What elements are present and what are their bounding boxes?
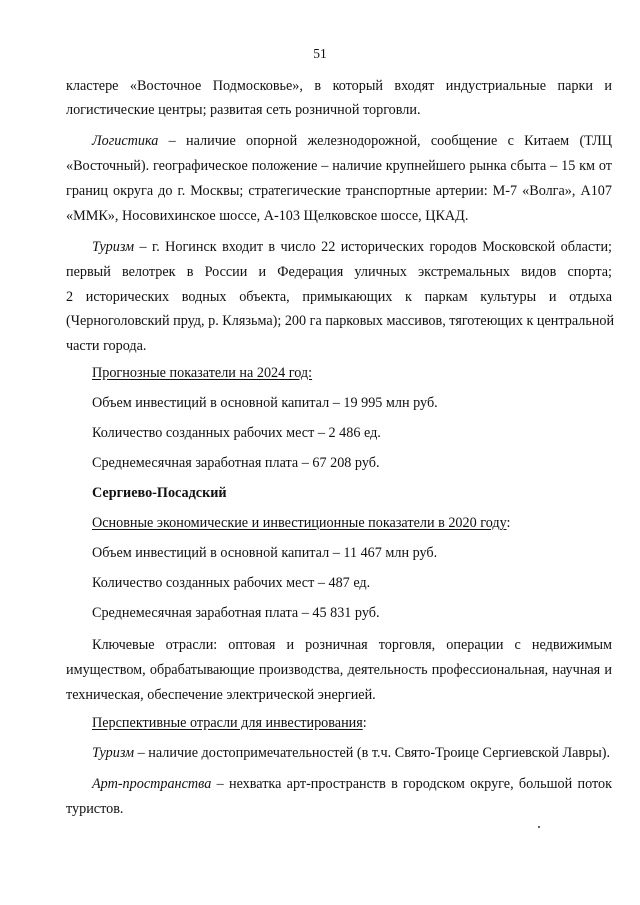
section-heading: Перспективные отрасли для инвестирования:: [92, 715, 367, 731]
paragraph-line: Количество созданных рабочих мест – 487 ед.: [92, 575, 371, 591]
paragraph-line: Логистика – наличие опорной железнодорожной, сообщение с Китаем (ТЛЦ: [92, 133, 612, 149]
paragraph-line: кластере «Восточное Подмосковье», в который входят индустриальные парки и: [66, 78, 612, 94]
paragraph-line: имуществом, обрабатывающие производства, деятельность профессиональная, научная и: [66, 662, 612, 678]
paragraph-line: Арт-пространства – нехватка арт-пространств в городском округе, большой поток: [92, 776, 612, 792]
paragraph-line: Среднемесячная заработная плата – 67 208 руб.: [92, 455, 380, 471]
term-tourism: Туризм: [92, 745, 135, 761]
page-number: 51: [313, 46, 327, 61]
paragraph-line: Туризм – г. Ногинск входит в число 22 исторических городов Московской области;: [92, 239, 613, 255]
paragraph-line: границ округа до г. Москвы; стратегические транспортные артерии: М-7 «Волга», А107: [66, 183, 612, 199]
section-heading: Основные экономические и инвестиционные показатели в 2020 году:: [92, 515, 511, 531]
section-heading: Прогнозные показатели на 2024 год:: [92, 365, 313, 381]
paragraph-line: Ключевые отрасли: оптовая и розничная торговля, операции с недвижимым: [92, 637, 612, 653]
paragraph-line: Объем инвестиций в основной капитал – 11 467 млн руб.: [92, 545, 438, 561]
paragraph-line: (Черноголовский пруд, р. Клязьма); 200 га парковых массивов, тяготеющих к центральной: [66, 313, 615, 329]
paragraph-line: первый велотрек в России и Федерация уличных экстремальных видов спорта;: [66, 264, 612, 280]
term-tourism: Туризм: [92, 239, 135, 255]
term-logistics: Логистика: [92, 133, 159, 149]
paragraph-line: Количество созданных рабочих мест – 2 486 ед.: [92, 425, 381, 441]
paragraph-line: «Восточный). географическое положение – наличие крупнейшего рынка сбыта – 15 км от: [66, 158, 612, 174]
paragraph-line: части города.: [66, 338, 147, 354]
paragraph-line: «ММК», Носовихинское шоссе, А-103 Щелковское шоссе, ЦКАД.: [66, 208, 469, 224]
paragraph-line: логистические центры; развитая сеть розничной торговли.: [66, 102, 421, 118]
district-heading: Сергиево-Посадский: [92, 485, 227, 501]
paragraph-line: 2 исторических водных объекта, примыкающих к паркам культуры и отдыха: [66, 289, 612, 305]
paragraph-line: Среднемесячная заработная плата – 45 831 руб.: [92, 605, 380, 621]
paragraph-line: Туризм – наличие достопримечательностей (в т.ч. Свято-Троице Сергиевской Лавры).: [92, 745, 611, 761]
scan-speck: [538, 826, 540, 828]
paragraph-line: техническая, обеспечение электрической энергией.: [66, 687, 376, 703]
paragraph-line: туристов.: [66, 801, 124, 817]
paragraph-line: Объем инвестиций в основной капитал – 19 995 млн руб.: [92, 395, 438, 411]
term-art-spaces: Арт-пространства: [92, 776, 212, 792]
